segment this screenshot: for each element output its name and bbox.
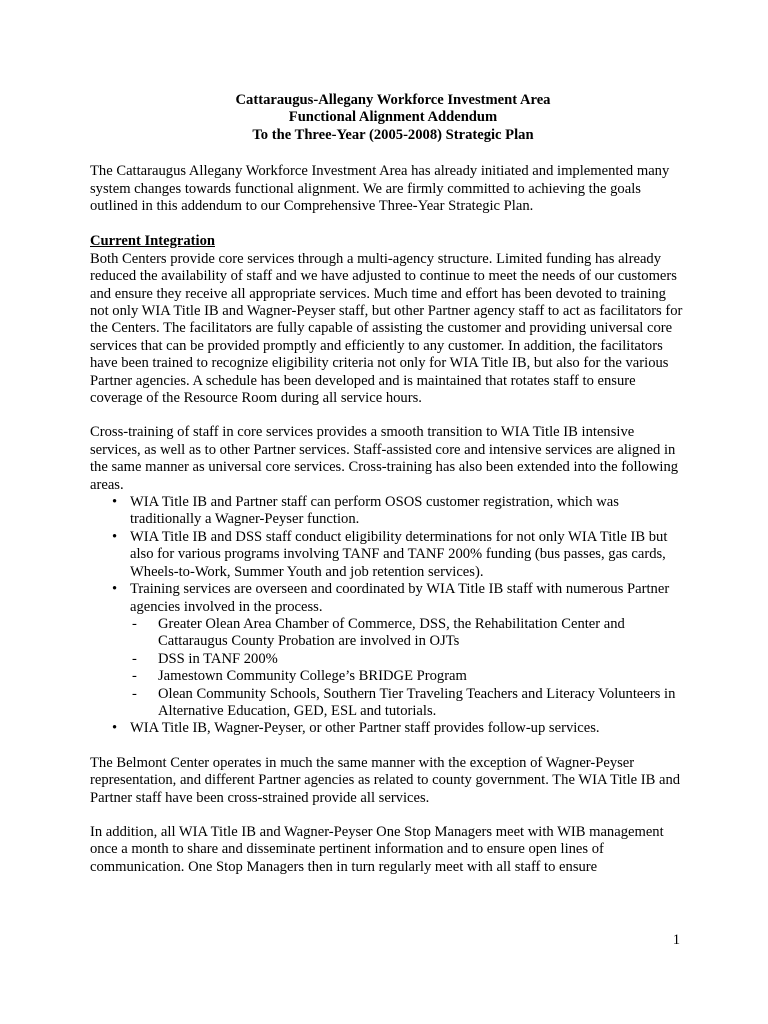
sub-list-item [130, 668, 688, 685]
cross-training-paragraph: Cross-training of staff in core services provides a smooth transition to WIA Title IB intensive services, as well as to other Partner services. Staff-assisted core and intensive services are aligned in the same manner as universal core services. Cross-training has also been extended into the following areas. [90, 424, 679, 493]
belmont-center-paragraph: The Belmont Center operates in much the same manner with the exception of Wagner-Peyser representation, and different Partner agencies as related to county government. The WIA Title IB and Partner staff have been cross-strained provide all services. [90, 754, 681, 806]
sub-list-item [130, 616, 688, 651]
bullet-text: WIA Title IB and DSS staff conduct eligibility determinations for not only WIA Title IB but also for various programs involving TANF and TANF 200% funding (bus passes, gas cards, Wheels-to-Work, Summer Youth and job retention services). [130, 528, 668, 580]
training-partner-sublist [130, 616, 688, 720]
sub-list-item [130, 686, 688, 721]
sub-item-text: Olean Community Schools, Southern Tier Traveling Teachers and Literacy Volunteers in Alternative Education, GED, ESL and tutorials. [158, 685, 676, 719]
sub-item-text: Greater Olean Area Chamber of Commerce, DSS, the Rehabilitation Center and Cattaraugus County Probation are involved in OJTs [158, 615, 625, 650]
title-line-3: To the Three-Year (2005-2008) Strategic Plan [252, 126, 534, 143]
managers-meeting-paragraph: In addition, all WIA Title IB and Wagner-Peyser One Stop Managers meet with WIB management once a month to share and disseminate pertinent information and to ensure open lines of communication. One Stop Managers then in turn regularly meet with all staff to ensure [90, 823, 664, 875]
intro-paragraph: The Cattaraugus Allegany Workforce Investment Area has already initiated and implemented many system changes towards functional alignment. We are firmly committed to achieving the goals outlined in this addendum to our Comprehensive Three-Year Strategic Plan. [90, 163, 670, 214]
section-heading-current-integration: Current Integration [90, 233, 215, 250]
bullet-text: WIA Title IB, Wagner-Peyser, or other Partner staff provides follow-up services. [130, 720, 600, 737]
bullet-item [90, 529, 688, 581]
sub-list-item [130, 651, 688, 668]
sub-item-text: DSS in TANF 200% [158, 650, 278, 667]
bullet-item [90, 494, 688, 529]
cross-training-bullet-list [90, 494, 688, 738]
page-number: 1 [672, 932, 680, 948]
bullet-item [90, 581, 688, 720]
sub-item-text: Jamestown Community College’s BRIDGE Program [158, 668, 467, 685]
bullet-text: Training services are overseen and coordinated by WIA Title IB staff with numerous Partner agencies involved in the process. [130, 581, 670, 615]
title-line-1: Cattaraugus-Allegany Workforce Investment Area [235, 92, 551, 108]
title-line-2: Functional Alignment Addendum [288, 109, 498, 126]
document-title-block [98, 92, 688, 144]
current-integration-paragraph: Both Centers provide core services through a multi-agency structure. Limited funding has already reduced the availability of staff and we have adjusted to continue to meet the needs of our customers and ensure they receive all appropriate services. Much time and effort has been devoted to training not only WIA Title IB and Wagner-Peyser staff, but other Partner agency staff to act as facilitators for the Centers. The facilitators are fully capable of assisting the customer and providing universal core services that can be provided promptly and efficiently to any customer. In addition, the facilitators have been trained to recognize eligibility criteria not only for WIA Title IB, but also for the various Partner agencies. A schedule has been developed and is maintained that rotates staff to ensure coverage of the Resource Room during all service hours. [90, 250, 683, 407]
bullet-item [90, 720, 688, 737]
bullet-text: WIA Title IB and Partner staff can perform OSOS customer registration, which was traditionally a Wagner-Peyser function. [130, 494, 619, 528]
